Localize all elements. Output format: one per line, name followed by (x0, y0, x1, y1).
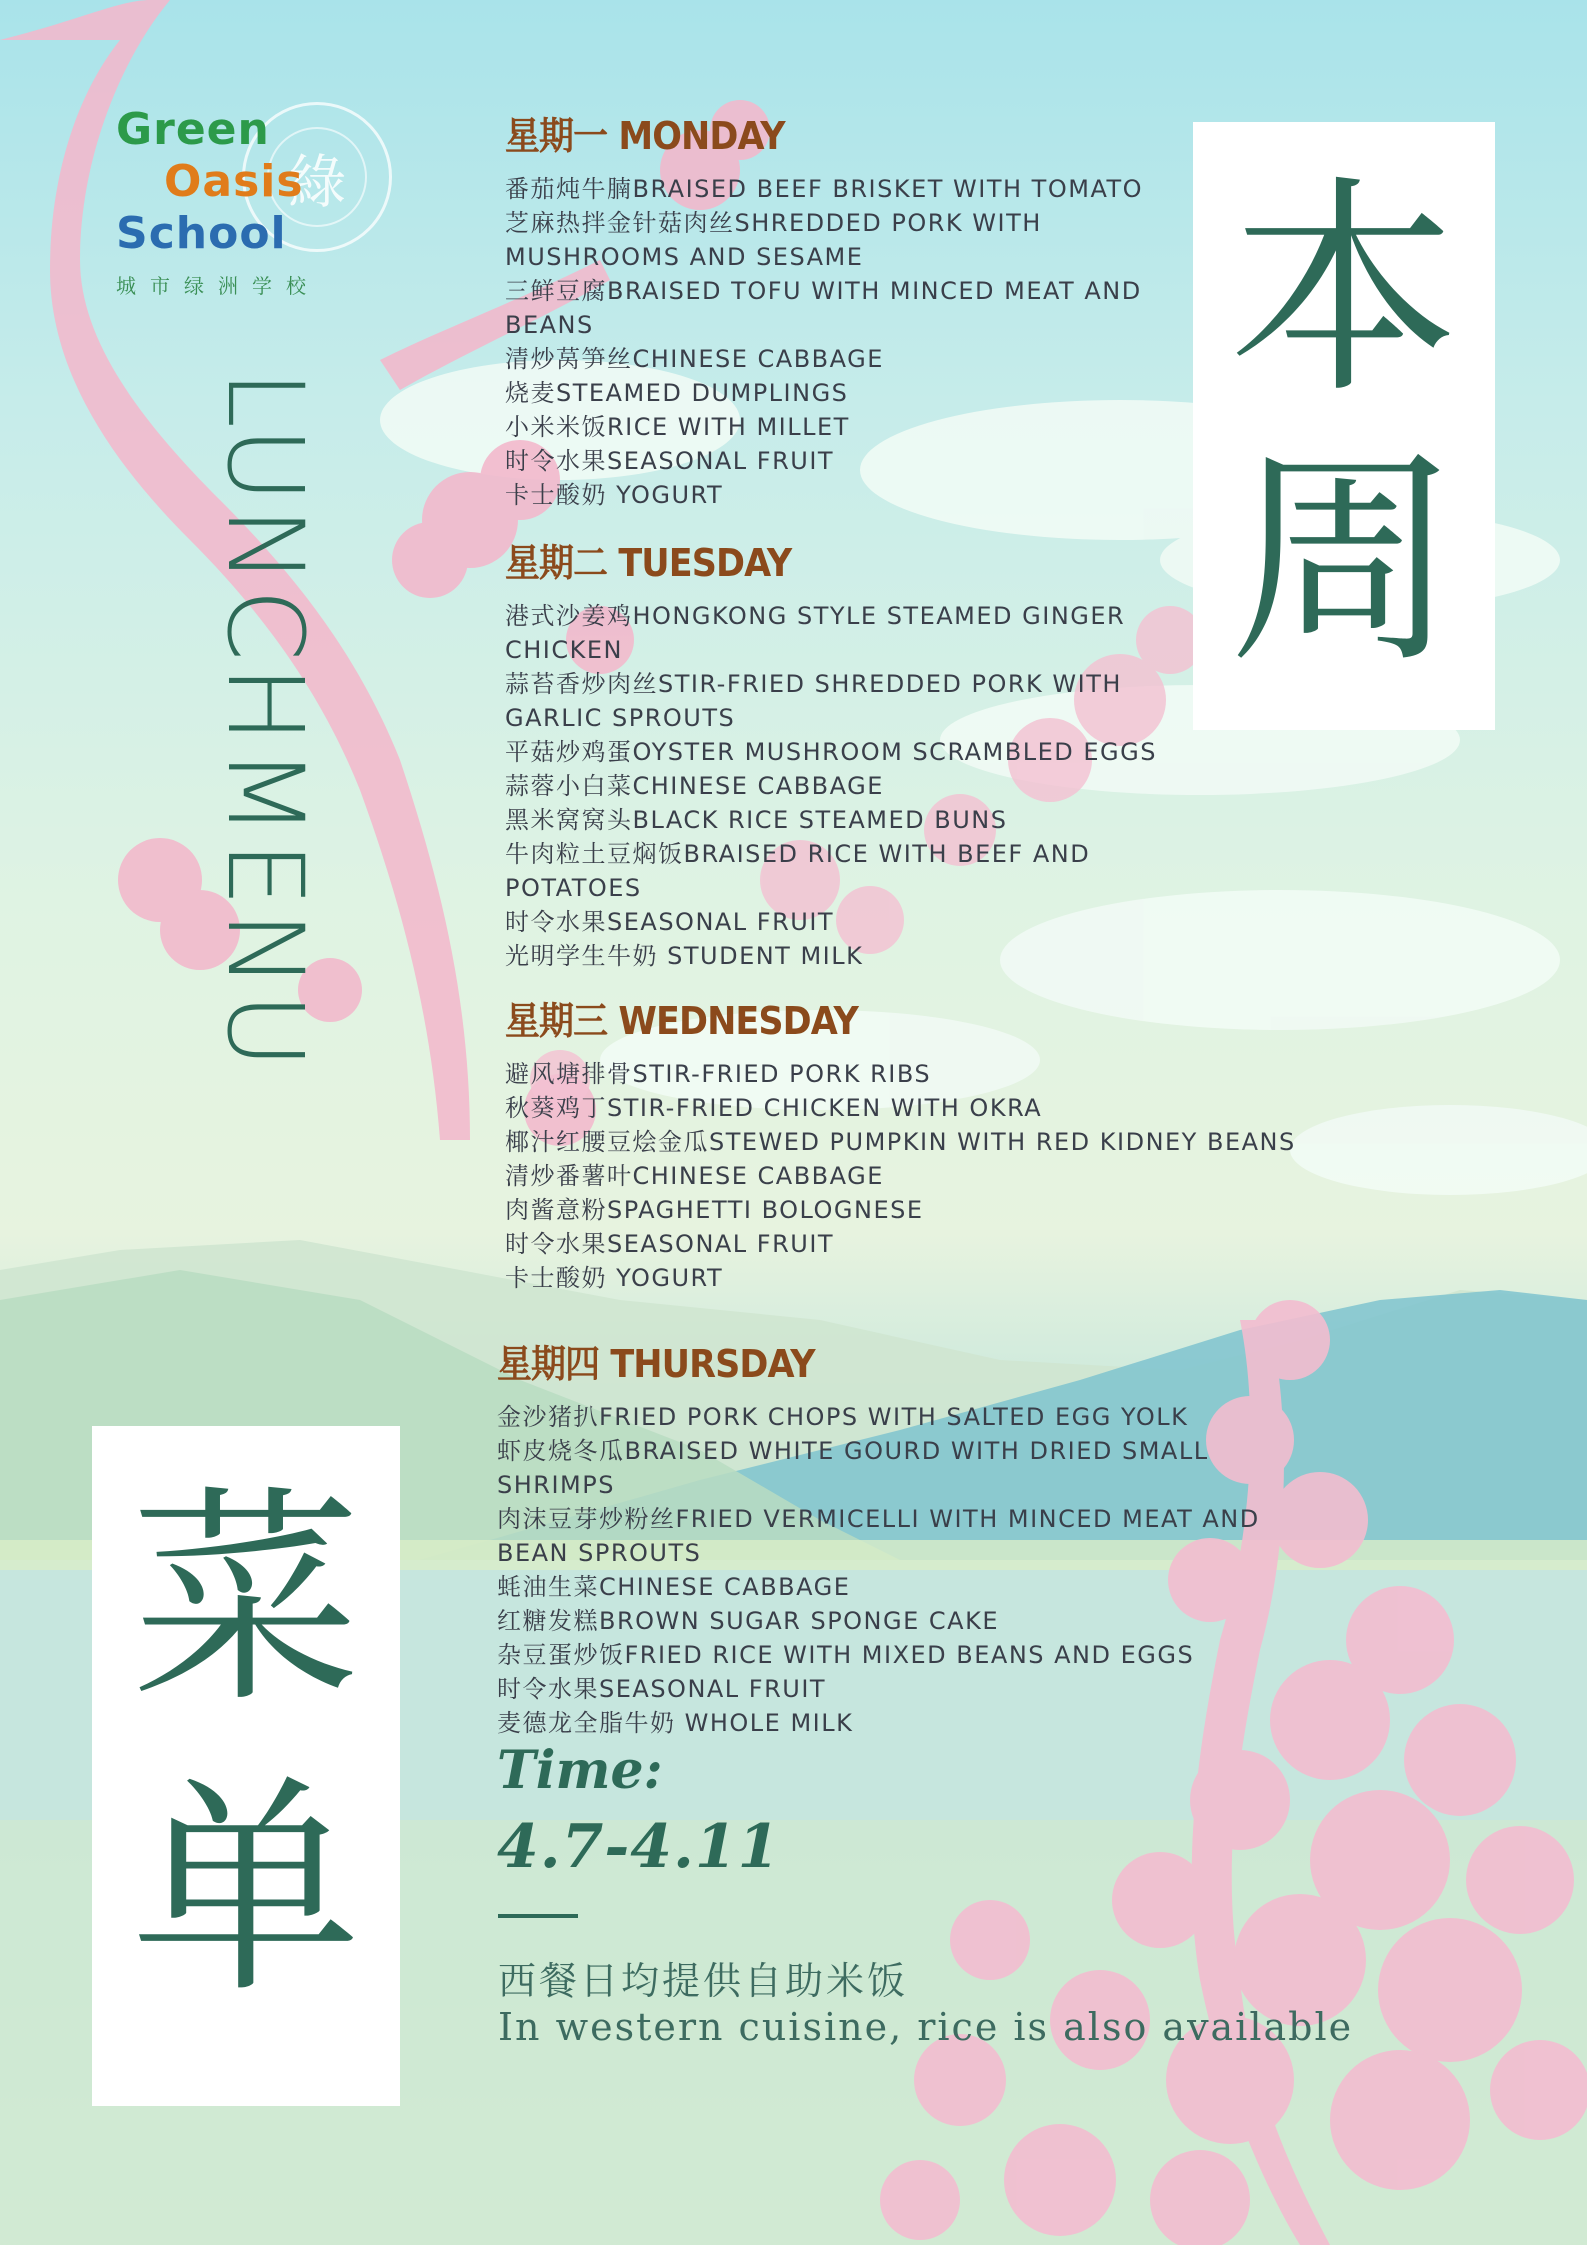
dish-item: 时令水果SEASONAL FRUIT (497, 1675, 827, 1703)
vertical-title: LUNCHMENU (204, 370, 326, 1073)
this-week-panel (1193, 122, 1495, 730)
menu-panel (92, 1426, 400, 2106)
dish-item: 清炒番薯叶CHINESE CABBAGE (505, 1162, 884, 1190)
dish-item: 平菇炒鸡蛋OYSTER MUSHROOM SCRAMBLED EGGS (505, 738, 1157, 766)
dish-item: 黑米窝窝头BLACK RICE STEAMED BUNS (505, 806, 1008, 834)
dish-item: 小米米饭RICE WITH MILLET (505, 413, 850, 441)
dish-list (505, 172, 1143, 512)
dish-item: 番茄炖牛腩BRAISED BEEF BRISKET WITH TOMATO (505, 175, 1144, 203)
day-monday (505, 105, 1143, 512)
dish-item: 蒜苔香炒肉丝STIR-FRIED SHREDDED PORK WITH (505, 670, 1122, 698)
dish-item: 金沙猪扒FRIED PORK CHOPS WITH SALTED EGG YOLK (497, 1403, 1189, 1431)
day-thursday (497, 1333, 1260, 1740)
dish-item: 蒜蓉小白菜CHINESE CABBAGE (505, 772, 884, 800)
time-label: Time: (497, 1740, 663, 1801)
dish-item: 肉沫豆芽炒粉丝FRIED VERMICELLI WITH MINCED MEAT AND (497, 1505, 1260, 1533)
dish-item: 光明学生牛奶 STUDENT MILK (505, 942, 864, 970)
dish-item: BEAN SPROUTS (497, 1539, 702, 1567)
panel-char-cai: 菜 (130, 1467, 361, 1734)
dish-item: 秋葵鸡丁STIR-FRIED CHICKEN WITH OKRA (505, 1094, 1043, 1122)
logo-word-oasis: Oasis (164, 156, 304, 207)
day-wednesday (505, 990, 1296, 1295)
dish-item: 卡士酸奶 YOGURT (505, 1264, 724, 1292)
panel-char-ben: 本 (1228, 158, 1459, 425)
dish-item: 港式沙姜鸡HONGKONG STYLE STEAMED GINGER (505, 602, 1126, 630)
dish-item: 牛肉粒土豆焖饭BRAISED RICE WITH BEEF AND (505, 840, 1091, 868)
dish-item: 麦德龙全脂牛奶 WHOLE MILK (497, 1709, 854, 1737)
time-range: 4.7-4.11 (497, 1812, 781, 1882)
dish-item: MUSHROOMS AND SESAME (505, 243, 864, 271)
dish-item: GARLIC SPROUTS (505, 704, 736, 732)
logo-word-school: School (116, 208, 287, 259)
dish-item: 虾皮烧冬瓜BRAISED WHITE GOURD WITH DRIED SMALL (497, 1437, 1209, 1465)
dish-item: 卡士酸奶 YOGURT (505, 481, 724, 509)
dish-item: 红糖发糕BROWN SUGAR SPONGE CAKE (497, 1607, 999, 1635)
rice-note-english: In western cuisine, rice is also available (498, 2005, 1354, 2049)
dish-list (505, 1057, 1296, 1295)
dish-list (497, 1400, 1260, 1740)
dish-item: 时令水果SEASONAL FRUIT (505, 447, 835, 475)
school-logo (112, 100, 392, 310)
dish-item: 蚝油生菜CHINESE CABBAGE (497, 1573, 851, 1601)
dish-item: 三鲜豆腐BRAISED TOFU WITH MINCED MEAT AND (505, 277, 1142, 305)
panel-char-zhou: 周 (1228, 428, 1459, 695)
divider-dash (498, 1914, 578, 1918)
dish-item: POTATOES (505, 874, 642, 902)
dish-item: 清炒莴笋丝CHINESE CABBAGE (505, 345, 884, 373)
dish-item: 避风塘排骨STIR-FRIED PORK RIBS (505, 1060, 932, 1088)
logo-chinese-name: 城市绿洲学校 (116, 274, 320, 298)
panel-char-dan: 单 (130, 1757, 361, 2024)
dish-item: 椰汁红腰豆烩金瓜STEWED PUMPKIN WITH RED KIDNEY BEANS (505, 1128, 1296, 1156)
dish-item: BEANS (505, 311, 594, 339)
dish-item: 肉酱意粉SPAGHETTI BOLOGNESE (505, 1196, 924, 1224)
dish-item: 芝麻热拌金针菇肉丝SHREDDED PORK WITH (505, 209, 1042, 237)
day-title: 星期四 THURSDAY (497, 1342, 815, 1386)
day-title: 星期二 TUESDAY (505, 541, 792, 585)
rice-note-chinese: 西餐日均提供自助米饭 (498, 1959, 909, 2003)
dish-list (505, 599, 1157, 973)
day-title: 星期三 WEDNESDAY (505, 999, 858, 1043)
logo-word-green: Green (116, 104, 270, 155)
dish-item: 时令水果SEASONAL FRUIT (505, 1230, 835, 1258)
seal-character: 綠 (267, 127, 367, 227)
day-title: 星期一 MONDAY (505, 114, 785, 158)
dish-item: 烧麦STEAMED DUMPLINGS (505, 379, 849, 407)
dish-item: CHICKEN (505, 636, 623, 664)
dish-item: SHRIMPS (497, 1471, 615, 1499)
dish-item: 时令水果SEASONAL FRUIT (505, 908, 835, 936)
dish-item: 杂豆蛋炒饭FRIED RICE WITH MIXED BEANS AND EGGS (497, 1641, 1195, 1669)
day-tuesday (505, 532, 1157, 973)
